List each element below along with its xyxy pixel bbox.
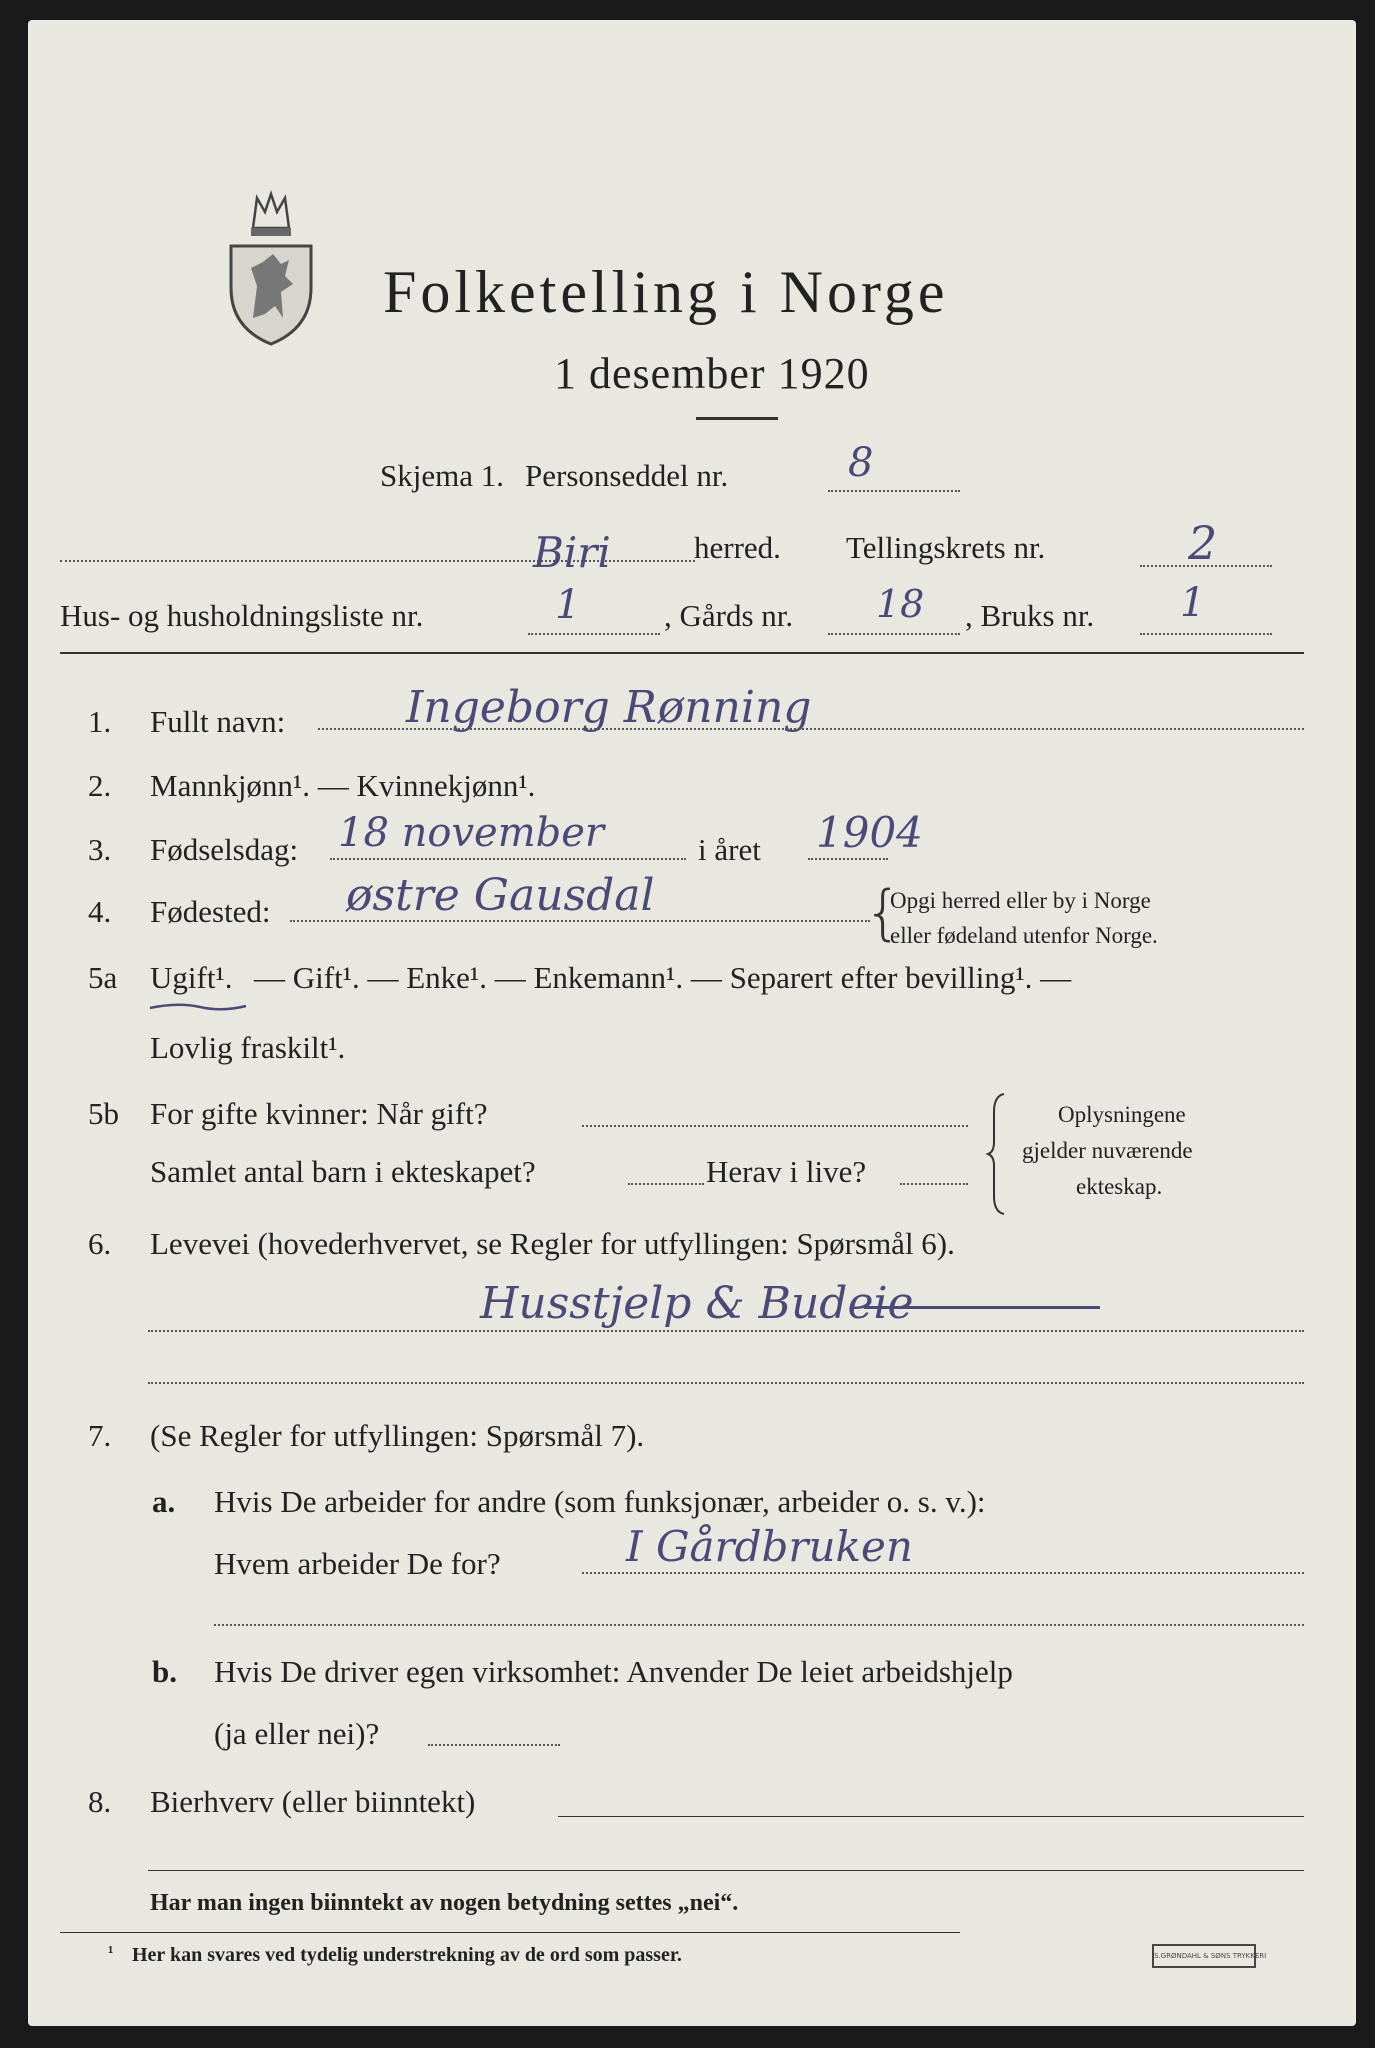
- q7b-hired-help-label: (ja eller nei)?: [214, 1716, 380, 1751]
- marital-options[interactable]: — Gift¹. — Enke¹. — Enkemann¹. — Separert efter bevilling¹. —: [254, 960, 1072, 995]
- birthplace-field: [290, 920, 870, 922]
- full-name-field: [318, 728, 1304, 730]
- q5b-note-2: gjelder nuværende: [1022, 1138, 1193, 1163]
- q1-number: 1.: [88, 704, 112, 739]
- q7a-number: a.: [152, 1484, 176, 1519]
- q8-number: 8.: [88, 1784, 112, 1819]
- q7b-label: Hvis De driver egen virksomhet: Anvender De leiet arbeidshjelp: [214, 1654, 1013, 1689]
- gards-field: [828, 633, 960, 635]
- q1-label: Fullt navn:: [150, 704, 286, 739]
- census-form: [28, 20, 1356, 2026]
- ugift-underline: [148, 1000, 248, 1014]
- tellingskrets-label: Tellingskrets nr.: [846, 530, 1046, 565]
- husliste-field: [528, 633, 660, 635]
- q4-label: Fødested:: [150, 894, 271, 929]
- q5b-note-3: ekteskap.: [1076, 1174, 1163, 1199]
- side-income-field-2: [148, 1870, 1304, 1871]
- herred-label: herred.: [694, 530, 781, 565]
- marital-ugift[interactable]: Ugift¹.: [150, 960, 233, 995]
- footnote-text: Her kan svares ved tydelig understrekning av de ord som passer.: [132, 1944, 682, 1966]
- q7-number: 7.: [88, 1418, 112, 1453]
- form-title: Folketelling i Norge: [383, 259, 949, 325]
- birthday-value[interactable]: 18 november: [338, 810, 605, 856]
- birthplace-value[interactable]: østre Gausdal: [346, 870, 655, 921]
- q5a-number: 5a: [88, 960, 118, 995]
- children-count-field: [628, 1183, 704, 1185]
- footnote-mark: ¹: [108, 1942, 114, 1962]
- q5b-brace: [986, 1092, 1010, 1216]
- schema-label: Skjema 1.: [380, 458, 504, 493]
- q6-label: Levevei (hovederhvervet, se Regler for utfyllingen: Spørsmål 6).: [150, 1226, 955, 1261]
- employer-value[interactable]: I Gårdbruken: [626, 1522, 913, 1571]
- bruks-label: , Bruks nr.: [965, 598, 1095, 633]
- occupation-value[interactable]: Husstjelp & Budeie: [480, 1278, 914, 1329]
- children-alive-field: [900, 1183, 968, 1185]
- q5b-alive-label: Herav i live?: [706, 1154, 867, 1189]
- gards-value[interactable]: 18: [876, 582, 925, 626]
- header-divider: [60, 652, 1304, 654]
- q7a-label: Hvis De arbeider for andre (som funksjonær, arbeider o. s. v.):: [214, 1484, 986, 1519]
- q4-note-1: Opgi herred eller by i Norge: [890, 888, 1151, 913]
- birth-year-field: [808, 858, 888, 860]
- q7a-employer-label: Hvem arbeider De for?: [214, 1546, 501, 1581]
- side-income-field: [558, 1816, 1304, 1817]
- herred-value[interactable]: Biri: [533, 528, 611, 577]
- gards-label: , Gårds nr.: [664, 598, 794, 633]
- husliste-label: Hus- og husholdningsliste nr.: [60, 598, 424, 633]
- full-name-value[interactable]: Ingeborg Rønning: [406, 682, 812, 733]
- q5b-number: 5b: [88, 1096, 119, 1131]
- gender-options[interactable]: Mannkjønn¹. — Kvinnekjønn¹.: [150, 768, 536, 803]
- husliste-value[interactable]: 1: [555, 582, 581, 628]
- occupation-field: [148, 1330, 1304, 1332]
- q5b-label: For gifte kvinner: Når gift?: [150, 1096, 488, 1131]
- title-divider: [696, 417, 778, 420]
- q7b-number: b.: [152, 1654, 177, 1689]
- q5b-children-label: Samlet antal barn i ekteskapet?: [150, 1154, 536, 1189]
- q4-number: 4.: [88, 894, 112, 929]
- form-date: 1 desember 1920: [554, 349, 870, 398]
- coat-of-arms-icon: [223, 188, 319, 348]
- q4-brace: {: [864, 878, 903, 948]
- birthday-field: [330, 858, 686, 860]
- q3-label: Fødselsdag:: [150, 832, 299, 867]
- personseddel-label: Personseddel nr.: [525, 458, 729, 493]
- q6-number: 6.: [88, 1226, 112, 1261]
- personseddel-value[interactable]: 8: [848, 440, 874, 486]
- printer-label: S.GRØNDAHL & SØNS TRYKKERI: [1154, 1952, 1267, 1960]
- birth-year-value[interactable]: 1904: [816, 808, 923, 857]
- tellingskrets-field: [1140, 565, 1272, 567]
- printer-mark: [1152, 1944, 1267, 1968]
- q4-note-2: eller fødeland utenfor Norge.: [890, 923, 1158, 948]
- q3-year-label: i året: [698, 832, 761, 867]
- q8-label: Bierhverv (eller biinntekt): [150, 1784, 476, 1819]
- employer-field-2: [214, 1624, 1304, 1626]
- bruks-field: [1140, 633, 1272, 635]
- q2-number: 2.: [88, 768, 112, 803]
- married-when-field: [582, 1125, 968, 1127]
- employer-field: [582, 1572, 1304, 1574]
- marital-divorced[interactable]: Lovlig fraskilt¹.: [150, 1030, 346, 1065]
- hired-help-field: [428, 1744, 560, 1746]
- q5b-note-1: Oplysningene: [1058, 1102, 1186, 1127]
- q7-label: (Se Regler for utfyllingen: Spørsmål 7).: [150, 1418, 645, 1453]
- occupation-field-2: [148, 1382, 1304, 1384]
- q3-number: 3.: [88, 832, 112, 867]
- footnote-divider: [60, 1932, 960, 1933]
- tellingskrets-value[interactable]: 2: [1188, 516, 1218, 570]
- side-income-note: Har man ingen biinntekt av nogen betydning settes „nei“.: [150, 1890, 739, 1916]
- personseddel-field: [828, 490, 960, 492]
- occupation-strikethrough: [864, 1306, 1100, 1309]
- bruks-value[interactable]: 1: [1180, 580, 1206, 626]
